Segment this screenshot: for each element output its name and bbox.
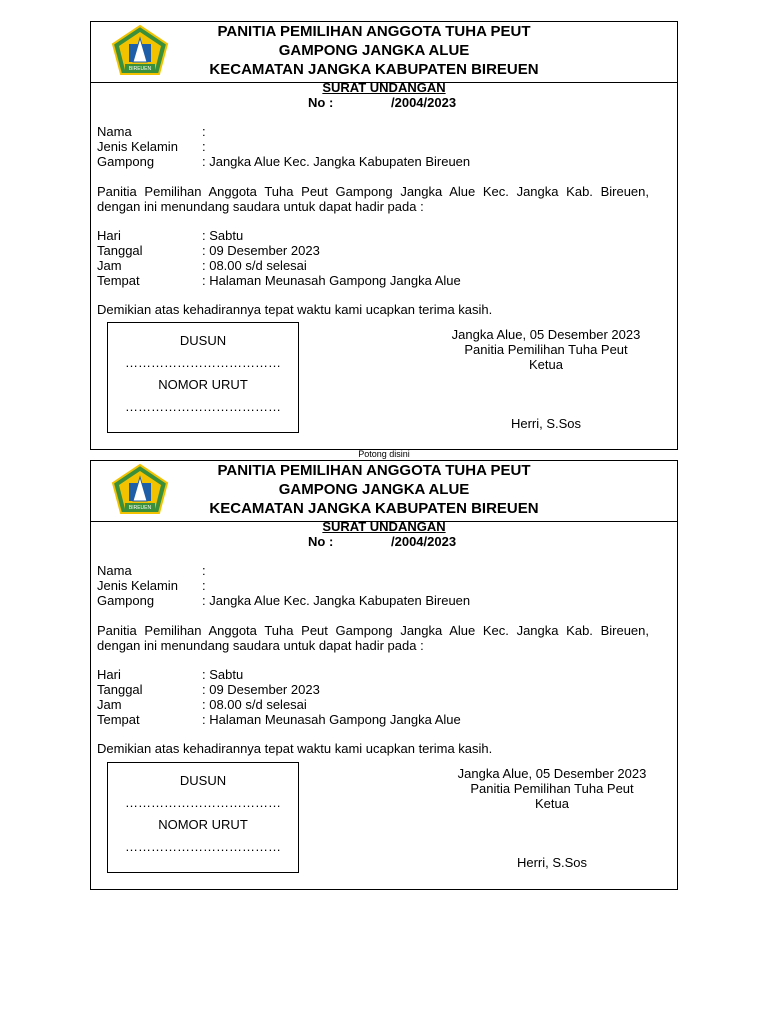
nama-label: Nama <box>97 124 132 139</box>
signature-org: Panitia Pemilihan Tuha Peut <box>464 342 628 357</box>
letterhead-line-1: PANITIA PEMILIHAN ANGGOTA TUHA PEUT <box>217 462 531 479</box>
tanggal-value: : 09 Desember 2023 <box>202 682 320 697</box>
jenis-kelamin-label: Jenis Kelamin <box>97 578 178 593</box>
nomor-urut-dotted-line: ……………………………… <box>125 839 281 854</box>
hari-label: Hari <box>97 667 121 682</box>
letterhead-line-3: KECAMATAN JANGKA KABUPATEN BIREUEN <box>209 500 539 517</box>
number-label: No : <box>308 95 334 110</box>
signature-role: Ketua <box>529 357 563 372</box>
letterhead-line-2: GAMPONG JANGKA ALUE <box>278 481 470 498</box>
signature-org: Panitia Pemilihan Tuha Peut <box>470 781 634 796</box>
tanggal-value: : 09 Desember 2023 <box>202 243 320 258</box>
invitation-copy-2 <box>90 460 678 890</box>
nama-label: Nama <box>97 563 132 578</box>
letterhead <box>91 22 677 83</box>
signature-name: Herri, S.Sos <box>516 855 588 870</box>
dusun-dotted-line: ……………………………… <box>125 795 281 810</box>
dusun-box <box>107 762 299 873</box>
tempat-label: Tempat <box>97 273 140 288</box>
hari-label: Hari <box>97 228 121 243</box>
letterhead-line-1: PANITIA PEMILIHAN ANGGOTA TUHA PEUT <box>217 23 531 40</box>
jenis-kelamin-value: : <box>202 139 206 154</box>
dusun-dotted-line: ……………………………… <box>125 355 281 370</box>
intro-paragraph: Panitia Pemilihan Anggota Tuha Peut Gampong Jangka Alue Kec. Jangka Kab. Bireuen, dengan ini menundang saudara untuk dapat hadir pada : <box>97 623 649 653</box>
signature-place-date: Jangka Alue, 05 Desember 2023 <box>457 766 647 781</box>
signature-role: Ketua <box>535 796 569 811</box>
number-value: /2004/2023 <box>391 95 457 110</box>
logo-text: BIREUEN <box>128 505 152 511</box>
invitation-copy-1 <box>90 21 678 450</box>
closing-text: Demikian atas kehadirannya tepat waktu kami ucapkan terima kasih. <box>97 741 493 756</box>
dusun-box <box>107 322 299 433</box>
jam-value: : 08.00 s/d selesai <box>202 258 307 273</box>
hari-value: : Sabtu <box>202 667 244 682</box>
letter-title: SURAT UNDANGAN <box>322 519 446 534</box>
cut-line-label: Potong disini <box>358 449 410 459</box>
nama-value: : <box>202 563 206 578</box>
letter-title: SURAT UNDANGAN <box>322 80 446 95</box>
tempat-label: Tempat <box>97 712 140 727</box>
closing-text: Demikian atas kehadirannya tepat waktu kami ucapkan terima kasih. <box>97 302 493 317</box>
nomor-urut-label: NOMOR URUT <box>158 377 248 392</box>
number-label: No : <box>308 534 334 549</box>
dusun-label: DUSUN <box>179 773 227 788</box>
tempat-value: : Halaman Meunasah Gampong Jangka Alue <box>202 712 461 727</box>
tempat-value: : Halaman Meunasah Gampong Jangka Alue <box>202 273 461 288</box>
tanggal-label: Tanggal <box>97 682 143 697</box>
jam-label: Jam <box>97 258 122 273</box>
nomor-urut-dotted-line: ……………………………… <box>125 399 281 414</box>
nama-value: : <box>202 124 206 139</box>
signature-place-date: Jangka Alue, 05 Desember 2023 <box>451 327 641 342</box>
signature-name: Herri, S.Sos <box>510 416 582 431</box>
gampong-label: Gampong <box>97 154 155 169</box>
letterhead-title <box>91 22 677 79</box>
hari-value: : Sabtu <box>202 228 244 243</box>
jenis-kelamin-label: Jenis Kelamin <box>97 139 178 154</box>
jam-label: Jam <box>97 697 122 712</box>
intro-paragraph: Panitia Pemilihan Anggota Tuha Peut Gampong Jangka Alue Kec. Jangka Kab. Bireuen, dengan ini menundang saudara untuk dapat hadir pada : <box>97 184 649 214</box>
nomor-urut-label: NOMOR URUT <box>158 817 248 832</box>
gampong-label: Gampong <box>97 593 155 608</box>
letterhead-line-3: KECAMATAN JANGKA KABUPATEN BIREUEN <box>209 61 539 78</box>
tanggal-label: Tanggal <box>97 243 143 258</box>
jenis-kelamin-value: : <box>202 578 206 593</box>
letterhead-title <box>91 461 677 518</box>
logo-text: BIREUEN <box>128 66 152 72</box>
letterhead <box>91 461 677 522</box>
letterhead-line-2: GAMPONG JANGKA ALUE <box>278 42 470 59</box>
dusun-label: DUSUN <box>179 333 227 348</box>
number-value: /2004/2023 <box>391 534 457 549</box>
gampong-value: : Jangka Alue Kec. Jangka Kabupaten Bireuen <box>202 593 471 608</box>
jam-value: : 08.00 s/d selesai <box>202 697 307 712</box>
gampong-value: : Jangka Alue Kec. Jangka Kabupaten Bireuen <box>202 154 471 169</box>
